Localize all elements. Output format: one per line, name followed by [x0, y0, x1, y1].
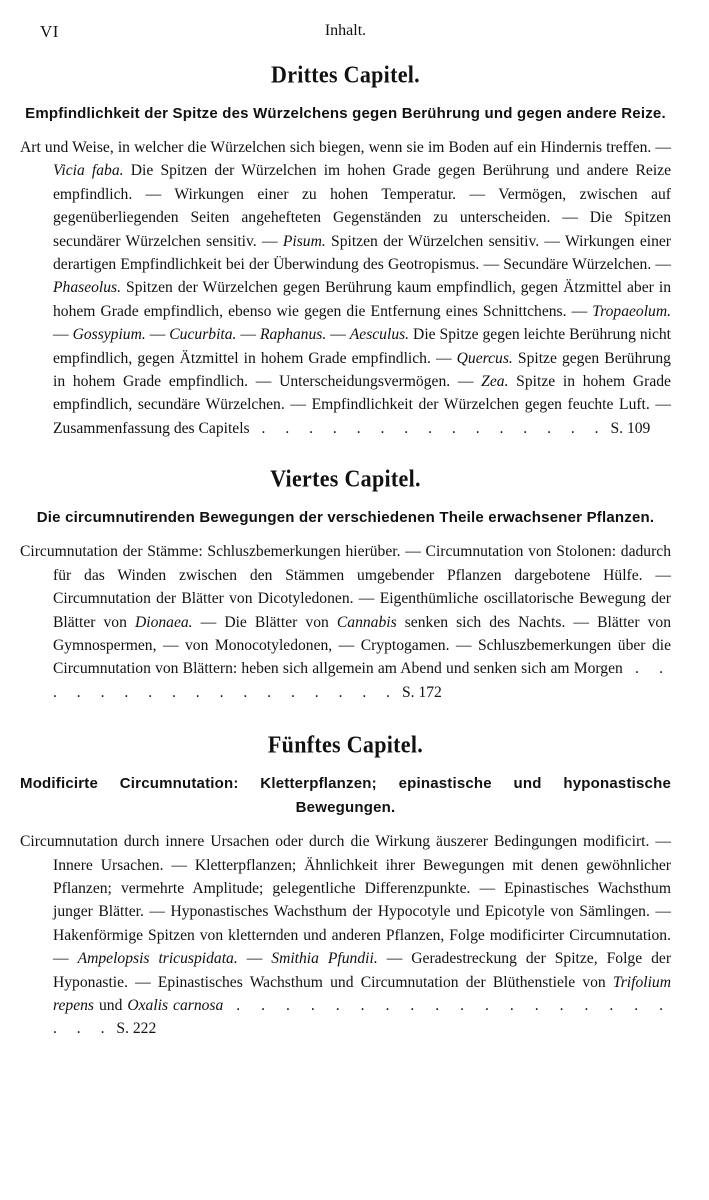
taxon-name: Gossypium.	[72, 326, 146, 344]
summary-text: —	[237, 950, 272, 968]
taxon-name: Ampelopsis tricuspidata.	[77, 950, 238, 968]
taxon-name: Aesculus.	[349, 326, 410, 344]
taxon-name: Cannabis	[336, 613, 397, 631]
summary-text: —	[53, 326, 73, 344]
summary-text: —	[326, 326, 350, 344]
chapter-3	[20, 62, 671, 440]
running-head	[20, 0, 671, 52]
chapter-summary	[20, 540, 671, 704]
chapter-summary	[20, 136, 671, 440]
page-reference: S. 109	[610, 419, 651, 437]
chapter-4	[20, 466, 671, 704]
chapter-5	[20, 732, 671, 1041]
taxon-name: Dionaea.	[134, 613, 193, 631]
taxon-name: Trifolium repens	[53, 973, 671, 1014]
dot-leader: . . . . . . . . . . . . . . . . . . . . .	[53, 996, 672, 1038]
summary-text: Die Spitzen der Würzelchen im hohen Grade gegen Berührung und andere Reize empfindlich. — Wirkungen einer zu hohen Temperatur. — Vermögen, zwischen auf gegenüberliegenden Seiten angehefteten Gegenständen zu unterscheiden. — Die Spitzen secundärer Würzelchen sensitiv. —	[53, 162, 671, 250]
summary-text: — Die Blätter von	[192, 613, 337, 631]
summary-text: Die Spitze gegen leichte Berührung nicht empfindlich, gegen Ätzmittel in hohem Grade empfindlich. —	[53, 326, 672, 367]
page-reference: S. 172	[401, 683, 442, 701]
taxon-name: Tropaeolum.	[592, 302, 671, 320]
summary-text: —	[145, 326, 170, 344]
chapter-subtitle: Die circumnutirenden Bewegungen der verschiedenen Theile erwachsener Pflanzen.	[36, 509, 655, 527]
chapter-title: Viertes Capitel.	[270, 465, 421, 493]
page-number: VI	[40, 22, 59, 41]
summary-text: Spitze in hohem Grade empfindlich, secundäre Würzelchen. — Empfindlichkeit der Würzelchen gegen feuchte Luft. — Zusammenfassung des Capitels	[53, 373, 671, 437]
summary-text: Spitzen der Würzelchen gegen Berührung kaum empfindlich, gegen Ätzmittel aber in hohem Grade empfindlich, ebenso wie gegen die Entfernung eines Schnittchens. —	[53, 279, 671, 320]
taxon-name: Oxalis carnosa	[127, 996, 224, 1014]
taxon-name: Quercus.	[456, 349, 513, 367]
summary-text: und	[94, 996, 128, 1014]
chapter-title: Fünftes Capitel.	[267, 731, 424, 759]
running-head-title: Inhalt.	[324, 22, 367, 39]
taxon-name: Vicia faba.	[53, 162, 124, 180]
summary-text: — Geradestreckung der Spitze, Folge der Hyponastie. — Epinastisches Wachsthum und Circumnutation der Blüthenstiele von	[53, 950, 672, 991]
taxon-name: Smithia Pfundii.	[271, 950, 378, 968]
taxon-name: Pisum.	[282, 232, 326, 250]
dot-leader: . . . . . . . . . . . . . . .	[249, 419, 607, 437]
chapter-subtitle: Empfindlichkeit der Spitze des Würzelchens gegen Berührung und gegen andere Reize.	[25, 105, 666, 122]
summary-text: Spitze gegen Berührung in hohem Grade empfindlich. — Unterscheidungsvermögen. —	[53, 349, 671, 391]
dot-leader: . . . . . . . . . . . . . . . . .	[53, 660, 671, 701]
summary-text: senken sich des Nachts. — Blätter von Gymnospermen, — von Monocotyledonen, — Cryptogamen. — Schluszbemerkungen über die Circumnutation von Blättern: heben sich allgemein am Abend und senken sich am Morgen	[53, 613, 671, 678]
taxon-name: Phaseolus.	[53, 279, 122, 297]
summary-text: Spitzen der Würzelchen sensitiv. — Wirkungen einer derartigen Empfindlichkeit bei der Überwindung des Geotropismus. — Secundäre Würzelchen. —	[53, 232, 671, 274]
summary-text: Circumnutation der Stämme: Schluszbemerkungen hierüber. — Circumnutation von Stolonen: dadurch für das Winden zwischen den Stämmen umgebender Pflanzen dargebotene Hülfe. — Circumnutation der Blätter von Dicotyledonen. — Eigenthümliche oscillatorische Bewegung der Blätter von	[20, 543, 671, 631]
summary-text: Circumnutation durch innere Ursachen oder durch die Wirkung äuszerer Bedingungen modificirt. — Innere Ursachen. — Kletterpflanzen; Ähnlichkeit ihrer Bewegungen mit denen gewöhnlicher Pflanzen; vermehrte Amplitude; gelegentliche Differenzpunkte. — Epinastisches Wachsthum junger Blätter. — Hyponastisches Wachsthum der Hypocotyle und Epicotyle von Sämlingen. — Hakenförmige Spitzen von kletternden und anderen Pflanzen, Folge modificirter Circumnutation. —	[20, 833, 671, 968]
summary-text: —	[236, 326, 260, 344]
chapter-subtitle: Modificirte Circumnutation: Kletterpflanzen; epinastische und hyponastische Bewegungen.	[20, 775, 671, 817]
taxon-name: Zea.	[481, 373, 509, 391]
taxon-name: Raphanus.	[259, 326, 327, 344]
chapter-title: Drittes Capitel.	[271, 60, 420, 88]
chapter-summary	[20, 830, 671, 1041]
summary-text: Art und Weise, in welcher die Würzelchen sich biegen, wenn sie im Boden auf ein Hindernis treffen. —	[20, 139, 671, 156]
taxon-name: Cucurbita.	[169, 326, 237, 344]
page-reference: S. 222	[116, 1020, 157, 1038]
